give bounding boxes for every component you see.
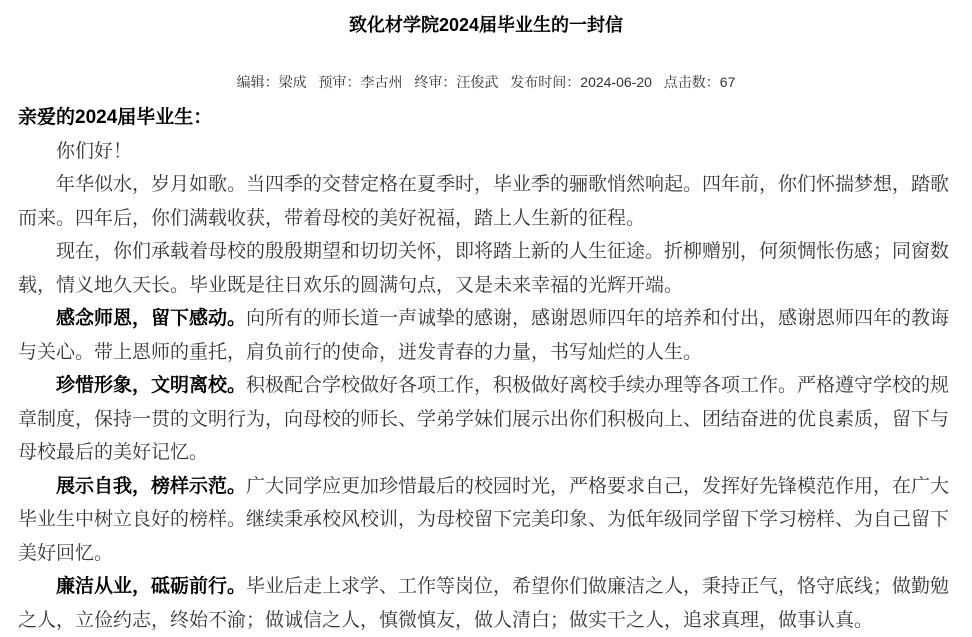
- meta-editor-value: 梁成: [278, 74, 307, 90]
- meta-final-reviewer-value: 汪俊武: [456, 74, 499, 90]
- page-title: 致化材学院2024届毕业生的一封信: [348, 15, 624, 35]
- paragraph-lead: 珍惜形象，文明离校。: [56, 375, 247, 396]
- paragraph-text: 现在，你们承载着母校的殷殷期望和切切关怀，即将踏上新的人生征途。折柳赠别，何须惆怅伤感；同窗数载，情义地久天长。毕业既是往日欢乐的圆满句点，又是未来幸福的光辉开端。: [18, 241, 950, 296]
- paragraph-gratitude-teachers: [18, 302, 954, 369]
- paragraph-years-like-water: [18, 168, 954, 235]
- meta-editor: [237, 74, 307, 90]
- article-meta: [0, 73, 972, 91]
- meta-editor-label: 编辑：: [236, 74, 279, 90]
- paragraph-text: 积极配合学校做好各项工作，积极做好离校手续办理等各项工作。严格遵守学校的规章制度，保持一贯的文明行为，向母校的师长、学弟学妹们展示出你们积极向上、团结奋进的优良素质，留下与母校最后的美好记忆。: [18, 375, 950, 463]
- meta-pre-reviewer-label: 预审：: [318, 74, 361, 90]
- meta-pre-reviewer-value: 李古州: [360, 74, 403, 90]
- paragraph-lead: 廉洁从业，砥砺前行。: [56, 576, 247, 597]
- meta-final-reviewer-label: 终审：: [414, 74, 457, 90]
- meta-pre-reviewer: [319, 74, 403, 90]
- paragraph-greeting: [18, 135, 954, 169]
- meta-publish-date-label: 发布时间：: [510, 74, 581, 90]
- paragraph-lead: 感念师恩，留下感动。: [56, 308, 247, 329]
- paragraph-text: 你们好！: [56, 140, 133, 162]
- meta-publish-date: [510, 74, 652, 90]
- paragraph-text: 广大同学应更加珍惜最后的校园时光，严格要求自己，发挥好先锋模范作用，在广大毕业生中树立良好的榜样。继续秉承校风校训，为母校留下完美印象、为低年级同学留下学习榜样、为自己留下美好回忆。: [18, 475, 950, 564]
- paragraph-integrity: [18, 570, 954, 637]
- meta-hit-count: [664, 74, 736, 90]
- meta-publish-date-value: 2024-06-20: [580, 74, 652, 90]
- paragraph-text: 年华似水，岁月如歌。当四季的交替定格在夏季时，毕业季的骊歌悄然响起。四年前，你们怀揣梦想，踏歌而来。四年后，你们满载收获，带着母校的美好祝福，踏上人生新的征程。: [18, 174, 950, 229]
- article-body: [0, 101, 972, 637]
- meta-hit-count-value: 67: [719, 74, 736, 90]
- paragraph-civilized-departure: [18, 369, 954, 470]
- meta-final-reviewer: [414, 74, 498, 90]
- paragraph-lead: 展示自我，榜样示范。: [56, 475, 247, 497]
- paragraph-expectations: [18, 235, 954, 302]
- meta-hit-count-label: 点击数：: [663, 74, 720, 90]
- paragraph-role-model: [18, 470, 954, 571]
- paragraph-text: 向所有的师长道一声诚挚的感谢，感谢恩师四年的培养和付出，感谢恩师四年的教诲与关心。带上恩师的重托，肩负前行的使命，迸发青春的力量，书写灿烂的人生。: [18, 308, 950, 363]
- salutation: 亲爱的2024届毕业生：: [18, 107, 213, 128]
- paragraph-text: 毕业后走上求学、工作等岗位，希望你们做廉洁之人，秉持正气，恪守底线；做勤勉之人，立俭约志，终始不渝；做诚信之人，慎微慎友，做人清白；做实干之人，追求真理，做事认真。: [18, 576, 950, 631]
